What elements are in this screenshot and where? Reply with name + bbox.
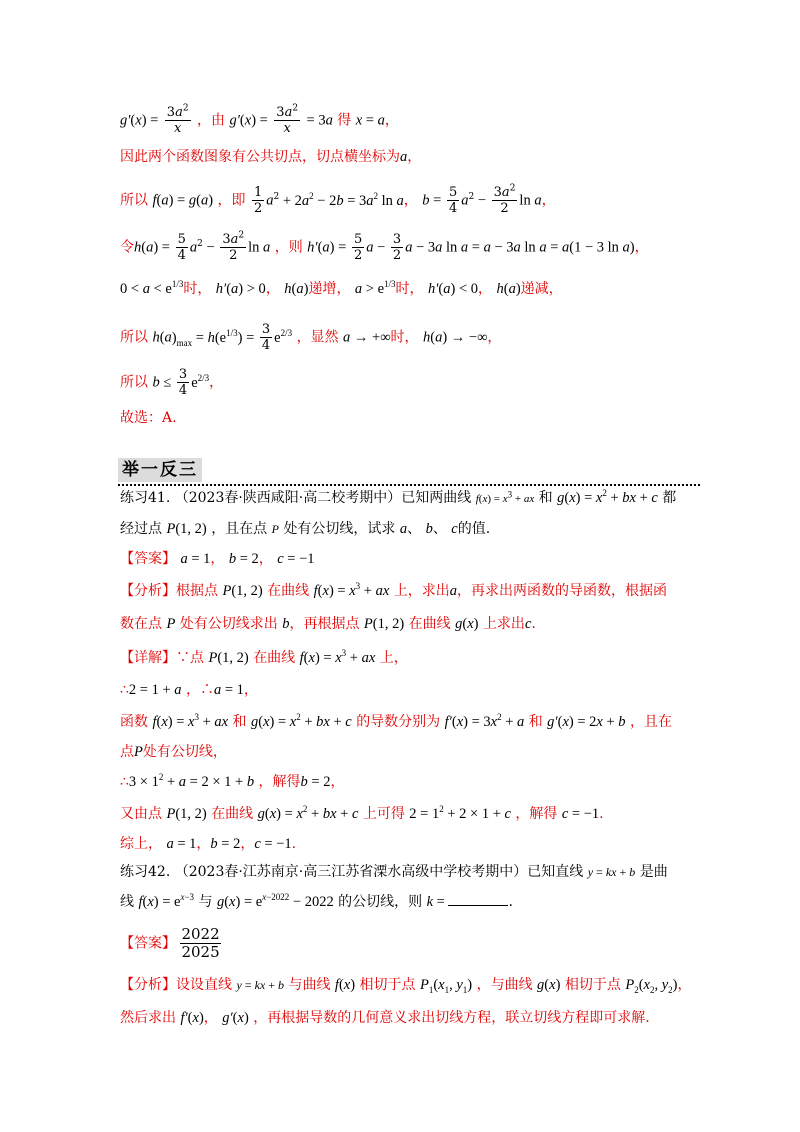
text: 在曲线 [408, 616, 451, 632]
text: 上求出 [482, 616, 525, 632]
text: 时， [390, 329, 419, 346]
text: ∴ [120, 774, 129, 790]
answer-tag: 【答案】 [120, 551, 176, 567]
text: 在曲线 [267, 583, 310, 599]
answer-denominator: 2025 [181, 943, 220, 961]
text: ，则 [274, 239, 303, 256]
text: 所以 [120, 374, 148, 391]
text: 递增， [308, 281, 351, 297]
text: 线 [120, 894, 134, 910]
answer-tag: 【答案】 [120, 935, 176, 952]
text: 、 [407, 521, 422, 537]
text: ∵点 [176, 650, 204, 666]
text: 与 [198, 894, 213, 910]
ex41-label: 练习41. [120, 490, 171, 506]
text: 相切于点 [564, 977, 621, 993]
ex42-question-line-1: 练习42. （2023春·江苏南京·高三江苏省溧水高级中学校考期中）已知直线 y = kx + b 是曲 [120, 864, 668, 880]
text: ，由 [197, 112, 226, 129]
ex42-source: （2023春·江苏南京·高三江苏省溧水高级中学校考期中）已知直线 [174, 864, 584, 880]
derivation-line-2: 因此两个函数图象有公共切点，切点横坐标为a， [120, 149, 422, 165]
text: 处有公切线求出 [179, 616, 278, 632]
text: ∴ [120, 682, 129, 698]
derivation-line-1: g′(x) = $\frac{3a^2}{x}$ ，由 g′(x) = $\frac{3a^2}{x}$ = 3a 得 x = a， [120, 103, 399, 136]
text: 都 [662, 490, 677, 506]
ex41-detail-line-5: ∴3 × $1^2 + a = 2 \times 1 + b$ ，解得b = 2， [120, 772, 345, 790]
derivation-line-4: 令h(a) = $\frac{5}{4}$ $a^2$ − $\frac{3a^2}{2}$ ln a ，则 h′(a) = $\frac{5}{2}$ a − $\frac{3}{2}$ a − 3a ln a = a − 3a ln a = a(1 − 3 ln a)， [120, 230, 649, 263]
text: 得 [337, 112, 352, 129]
text: 与曲线 [288, 977, 331, 993]
ex42-label: 练习42. [120, 864, 171, 880]
text: 所以 [120, 329, 148, 346]
text: 的值. [457, 521, 491, 537]
text: 点 [120, 744, 134, 760]
text: 和 [232, 714, 247, 730]
analysis-tag: 【分析】 [120, 977, 176, 993]
text: 处有公切线，试求 [283, 521, 396, 537]
ex41-detail-line-2: ∴2 = 1 + a ，∴a = 1， [120, 682, 258, 698]
text: 又由点 [120, 806, 162, 822]
ex42-analysis-line-2: 然后求出 f′(x)， g′(x) ，再根据导数的几何意义求出切线方程，联立切线方程即可求解. [120, 1010, 650, 1026]
ex41-detail-line-1: 【详解】∵点 P(1, 2) 在曲线 $f(x) = x^3$ + ax 上， [120, 648, 408, 666]
text: 处有公切线， [142, 744, 227, 760]
ex42-answer [120, 926, 700, 962]
derivation-line-7: 所以 b ≤ $\frac{3}{4}$ $e^{2/3}$， [120, 367, 224, 398]
ex41-analysis-line-2: 数在点 P 处有公切线求出 b，再根据点 P(1, 2) 在曲线 g(x) 上求出c. [120, 616, 536, 632]
text: ，再求出两函数的导函数，根据函 [456, 583, 667, 599]
text: 数在点 [120, 616, 162, 632]
text: ，解得 [515, 806, 558, 822]
answer-blank [448, 893, 508, 906]
text: 的导数分别为 [356, 714, 441, 730]
ex41-analysis-line-1: 【分析】根据点 P(1, 2) 在曲线 $f(x) = x^3$ + ax 上，求出a，再求出两函数的导函数，根据函 [120, 581, 667, 599]
text: 所以 [120, 192, 148, 209]
derivation-line-5: $0 < a < e^{1/3}$时， h′(a) > 0， h(a)递增， $a > e^{1/3}$时， h′(a) < 0， h(a)递减， [120, 279, 563, 297]
ex41-question-line-2: 经过点 P(1, 2) ，且在点 P 处有公切线，试求 a、 b、 c的值. [120, 521, 491, 537]
text: 、 [432, 521, 447, 537]
text: 经过点 [120, 521, 162, 537]
text: ，与曲线 [476, 977, 533, 993]
ex41-answer: 【答案】 a = 1， b = 2， c = −1 [120, 551, 315, 567]
text: ， [203, 1010, 218, 1026]
text: ，即 [217, 192, 246, 209]
text: 的公切线，则 [338, 894, 423, 910]
derivation-line-3: 所以 f(a) = g(a) ，即 $\frac{1}{2}$ $a^2 + 2a^2 - 2b = 3a^2$ ln a， b = $\frac{5}{4}$ $a^2$ − $\frac{3a^2}{2}$ ln a， [120, 183, 556, 216]
detail-tag: 【详解】 [120, 650, 176, 666]
text: 上， [379, 650, 408, 666]
section-title: 举一反三 [118, 458, 202, 482]
text: 时， [395, 281, 424, 297]
answer-numerator: 2022 [181, 925, 220, 943]
section-header [118, 458, 700, 486]
ex42-question-line-2: 线 $f(x) = e^{x-3}$ 与 $g(x) = e^{x-2022} - 2022$ 的公切线，则 k = . [120, 892, 513, 910]
ex41-detail-line-7: 综上， a = 1，b = 2，c = −1. [120, 836, 297, 852]
text: 令 [120, 239, 134, 256]
text: 在曲线 [211, 806, 254, 822]
text: 上，求出 [393, 583, 450, 599]
text: 综上， [120, 836, 162, 852]
text: ，再根据点 [289, 616, 360, 632]
text: 设设直线 [176, 977, 232, 993]
text: 函数 [120, 714, 148, 730]
text: 和 [538, 490, 553, 506]
text: 根据点 [176, 583, 218, 599]
text: 然后求出 [120, 1010, 176, 1026]
text: 在曲线 [253, 650, 296, 666]
text: 递减， [520, 281, 563, 297]
ex41-detail-line-3: 函数 $f(x) = x^3$ + ax 和 $g(x) = x^2$ + bx + c 的导数分别为 $f'(x) = 3x^2 + a$ 和 g′(x) = 2x + b ，且在 [120, 712, 672, 730]
text: ，且在点 [211, 521, 268, 537]
ex41-detail-line-6: 又由点 P(1, 2) 在曲线 $g(x) = x^2$ + bx + c 上可得 $2 = 1^2 + 2 \times 1 + c$ ，解得 c = −1. [120, 804, 604, 822]
ex41-question-line-1: 练习41. （2023春·陕西咸阳·高二校考期中）已知两曲线 $f(x) = x^3$ + ax 和 $g(x) = x^2$ + bx + c 都 [120, 488, 677, 506]
text: ，且在 [629, 714, 672, 730]
text: 上可得 [362, 806, 405, 822]
text: ，再根据导数的几何意义求出切线方程，联立切线方程即可求解. [253, 1010, 650, 1026]
ex41-source: （2023春·陕西咸阳·高二校考期中）已知两曲线 [174, 490, 472, 506]
text: 是曲 [639, 864, 668, 880]
ex41-detail-line-4: 点P处有公切线， [120, 744, 227, 760]
text: ，解得 [258, 774, 301, 790]
text: 时， [183, 281, 212, 297]
text: ，显然 [296, 329, 339, 346]
analysis-tag: 【分析】 [120, 583, 176, 599]
derivation-line-6: 所以 $h(a)_{max} = h(e^{1/3})$ = $\frac{3}{4}$ $e^{2/3}$ ，显然 a → +∞时， h(a) → −∞， [120, 322, 502, 353]
text: 相切于点 [359, 977, 416, 993]
answer-choice: 故选：A. [120, 410, 177, 426]
text: ，∴ [185, 682, 214, 698]
text: 和 [528, 714, 543, 730]
text: 因此两个函数图象有公共切点，切点横坐标为 [120, 149, 400, 165]
answer-fraction [180, 926, 220, 961]
ex42-analysis-line-1: 【分析】设设直线 y = kx + b 与曲线 f(x) 相切于点 $P_1(x_1$, $y_1$) ，与曲线 g(x) 相切于点 $P_2(x_2$, $y_2$)， [120, 977, 692, 995]
